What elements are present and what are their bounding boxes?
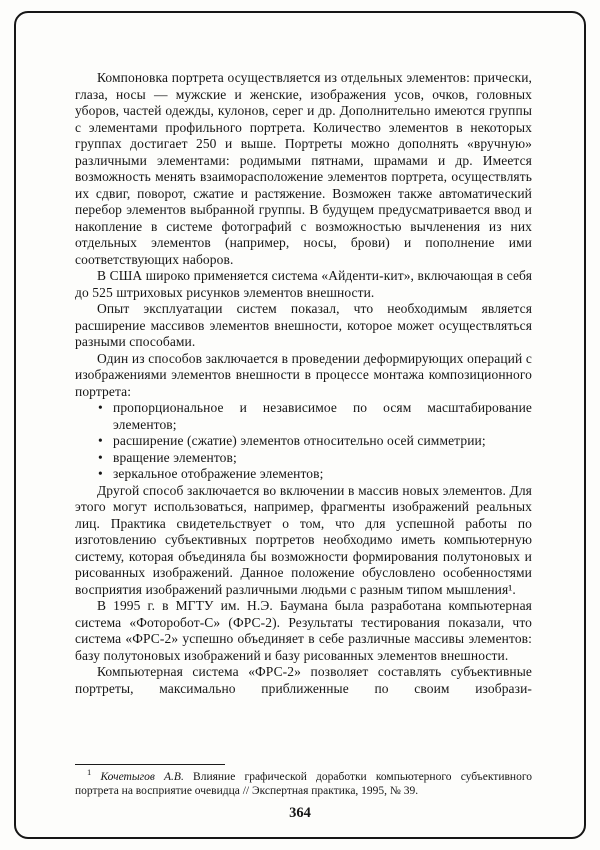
bullet-item — [75, 466, 532, 483]
bullet-marker: • — [98, 433, 103, 448]
footnote-marker: 1 — [87, 767, 92, 778]
bullet-list — [75, 400, 532, 483]
footnote-block — [75, 764, 532, 798]
footnote-divider — [75, 764, 225, 765]
bullet-item-text: расширение (сжатие) элементов относительно осей симметрии; — [113, 433, 486, 448]
bullet-item — [75, 433, 532, 450]
bullet-marker: • — [98, 449, 103, 465]
page-number: 364 — [289, 805, 311, 821]
bullet-marker: • — [98, 466, 103, 481]
bullet-item — [75, 400, 532, 433]
footnote-text: Влияние графической доработки компьютерного субъективного портрета на восприятие очевидца // Экспертная практика, 1995, № 39. — [75, 771, 532, 797]
body-paragraph: В 1995 г. в МГТУ им. Н.Э. Баумана была разработана компьютерная система «Фоторобот-С» (ФРС-2). Результаты тестирования показали, что система «ФРС-2» успешно объединяет в себе различные массивы элементов: базу полутоновых изображений и базу рисованных элементов внешности. — [75, 598, 532, 663]
body-paragraph: Компоновка портрета осуществляется из отдельных элементов: прически, глаза, носы — мужские и женские, изображения усов, очков, головных уборов, частей одежды, кулонов, серег и др. Дополнительно имеются группы с элементами профильного портрета. Количество элементов в некоторых группах достигает 250 и выше. Портреты можно дополнять «вручную» различными элементами: родимыми пятнами, шрамами и др. Имеется возможность менять взаиморасположение элементов портрета, осуществлять их сдвиг, поворот, сжатие и растяжение. Возможен также автоматический перебор элементов выбранной группы. В будущем предусматривается ввод и накопление в системе фотографий с возможностью вычленения из них отдельных элементов (например, носы, брови) и пополнение ими соответствующих наборов. — [75, 70, 532, 267]
bullet-item-text: пропорциональное и независимое по осям масштабирование элементов; — [113, 400, 532, 432]
body-paragraph: В США широко применяется система «Айденти-кит», включающая в себя до 525 штриховых рисунков элементов внешности. — [75, 268, 532, 300]
body-paragraph: Один из способов заключается в проведении деформирующих операций с изображениями элементов внешности в процессе монтажа композиционного портрета: — [75, 350, 532, 399]
body-paragraph: Компьютерная система «ФРС-2» позволяет составлять субъективные портреты, максимально приближенные по своим изобрази- — [75, 664, 532, 696]
body-paragraph: Опыт эксплуатации систем показал, что необходимым является расширение массивов элементов внешности, которое может осуществляться разными способами. — [75, 301, 532, 349]
footnote-author: Кочетыгов А.В. — [100, 771, 184, 783]
bullet-marker: • — [98, 400, 103, 415]
body-paragraph: Другой способ заключается во включении в массив новых элементов. Для этого могут использоваться, например, фрагменты изображений реальных лиц. Практика свидетельствует о том, что для успешной работы по изготовлению субъективных портретов необходимо иметь компьютерную систему, которая объединяла бы возможности формирования полутоновых и рисованных изображений. Данное положение обусловлено особенностями восприятия изображений различными людьми с разным типом мышления¹. — [75, 482, 532, 597]
bullet-item-text: вращение элементов; — [113, 449, 237, 465]
text-block — [75, 70, 532, 697]
bullet-item — [75, 450, 532, 467]
footnote — [75, 767, 532, 798]
bullet-item-text: зеркальное отображение элементов; — [113, 466, 324, 481]
